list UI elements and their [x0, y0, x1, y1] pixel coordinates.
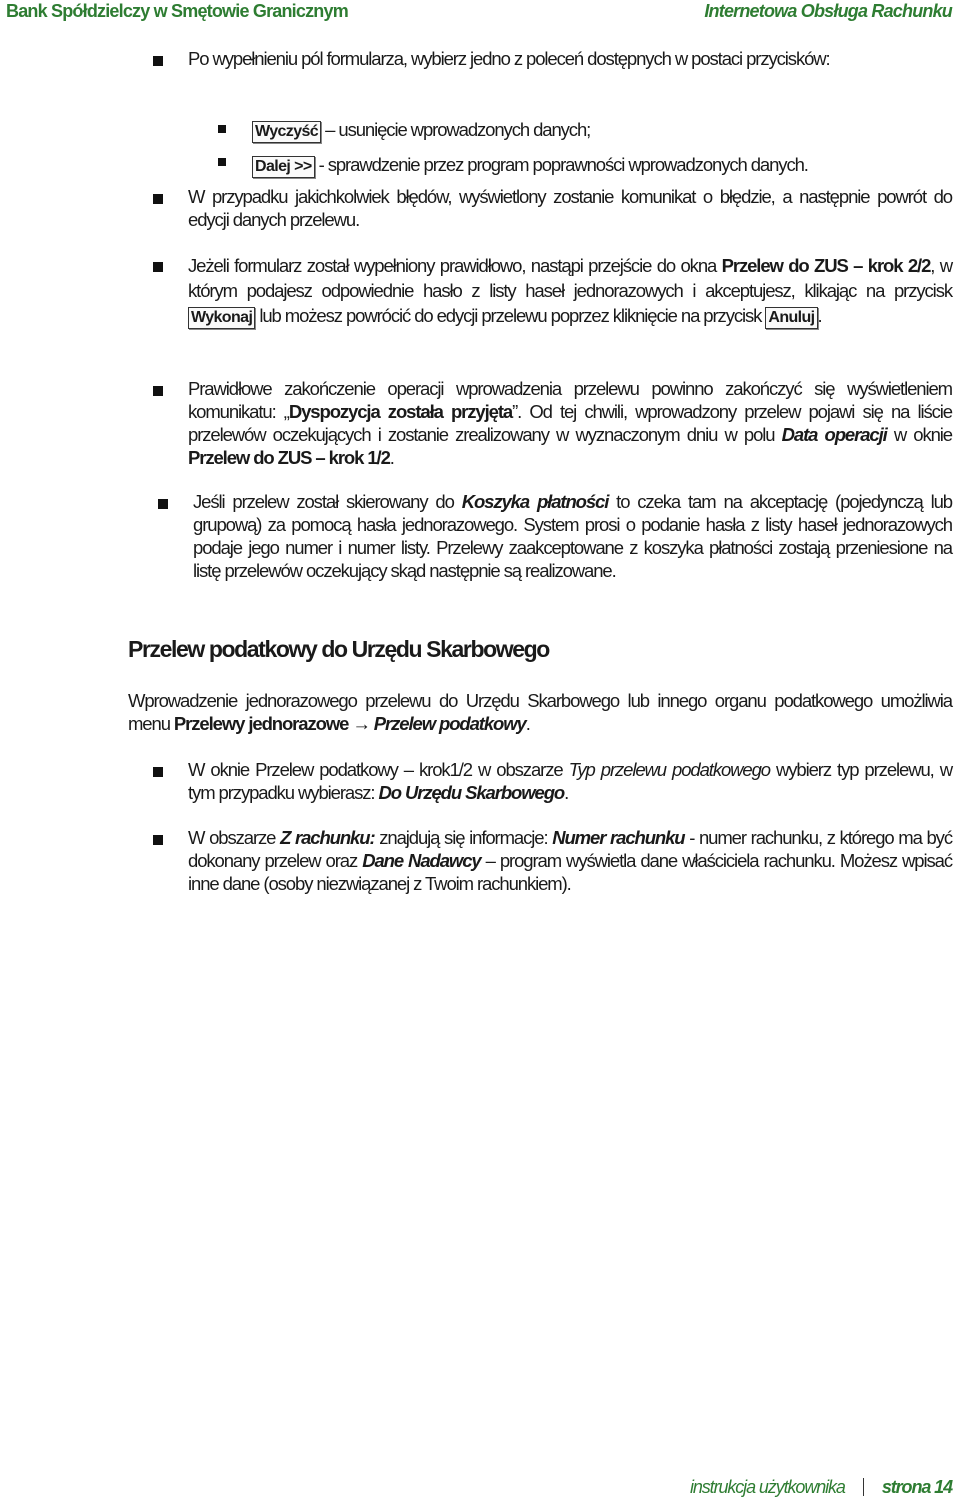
bullet-errors: W przypadku jakichkolwiek błędów, wyświetlony zostanie komunikat o błędzie, a następnie powrót do edycji danych przelewu. — [188, 186, 952, 230]
section-heading: Przelew podatkowy do Urzędu Skarbowego — [128, 636, 549, 662]
sub-bullet-icon — [218, 158, 226, 166]
clear-button[interactable]: Wyczyść — [252, 121, 321, 143]
cancel-button[interactable]: Anuluj — [765, 307, 817, 329]
bullet-square-icon — [153, 767, 163, 777]
bullet-square-icon — [153, 386, 163, 396]
section-intro: Wprowadzenie jednorazowego przelewu do Urzędu Skarbowego lub innego organu podatkowego umożliwia menu Przelewy jednorazowe → Przelew podatkowy. — [128, 690, 952, 734]
document-title: Internetowa Obsługa Rachunku — [704, 1, 952, 21]
bank-name: Bank Spółdzielczy w Smętowie Granicznym — [6, 1, 348, 21]
footer-page-word: strona — [881, 1477, 931, 1497]
page-number: 14 — [934, 1477, 952, 1497]
bullet-from-account: W obszarze Z rachunku: znajdują się informacje: Numer rachunku - numer rachunku, z którego ma być dokonany przelew oraz Dane Nadawcy – program wyświetla dane właściciela rachunku. Możesz wpisać inne dane (osoby niezwiązanej z Twoim rachunkiem). — [188, 827, 952, 894]
bullet-basket: Jeśli przelew został skierowany do Koszyka płatności to czeka tam na akceptację (pojedynczą lub grupową) za pomocą hasła jednorazowego. System prosi o podanie hasła z listy haseł jednorazowych podaje jego numer i numer listy. Przelewy zaakceptowane z koszyka płatności zostają przeniesione na listę przelewów oczekujący skąd następnie są realizowane. — [193, 491, 952, 581]
page-footer — [690, 1477, 952, 1507]
sub-bullet-icon — [218, 125, 226, 133]
sub-bullet-clear: Wyczyść – usunięcie wprowadzonych danych; — [252, 118, 590, 143]
bullet-square-icon — [153, 262, 163, 272]
footer-divider — [863, 1478, 864, 1496]
page-header — [0, 0, 960, 26]
footer-label: instrukcja użytkownika — [689, 1477, 845, 1497]
bullet-square-icon — [153, 835, 163, 845]
bullet-tax-type: W oknie Przelew podatkowy – krok1/2 w obszarze Typ przelewu podatkowego wybierz typ przelewu, w tym przypadku wybierasz: Do Urzędu Skarbowego. — [188, 759, 952, 803]
bullet-square-icon — [158, 499, 168, 509]
bullet-form-options: Po wypełnieniu pól formularza, wybierz jedno z poleceń dostępnych w postaci przycisków: — [188, 48, 830, 69]
sub-bullet-next: Dalej >> - sprawdzenie przez program poprawności wprowadzonych danych. — [252, 153, 808, 178]
bullet-square-icon — [153, 194, 163, 204]
execute-button[interactable]: Wykonaj — [188, 307, 255, 329]
bullet-square-icon — [153, 56, 163, 66]
bullet-form-valid: Jeżeli formularz został wypełniony prawidłowo, nastąpi przejście do okna Przelew do ZUS – krok 2/2, w którym podajesz odpowiednie hasło z listy haseł jednorazowych i akceptujesz, klikając na przycisk Wykonaj lub możesz powrócić do edycji przelewu poprzez kliknięcie na przycisk Anuluj . — [188, 253, 952, 329]
bullet-completion: Prawidłowe zakończenie operacji wprowadzenia przelewu powinno zakończyć się wyświetleniem komunikatu: „Dyspozycja została przyjęta”. Od tej chwili, wprowadzony przelew pojawi się na liście przelewów oczekujących i zostanie zrealizowany w wyznaczonym dniu w polu Data operacji w oknie Przelew do ZUS – krok 1/2. — [188, 378, 952, 468]
next-button[interactable]: Dalej >> — [252, 156, 315, 178]
arrow-right-icon: → — [348, 713, 374, 734]
